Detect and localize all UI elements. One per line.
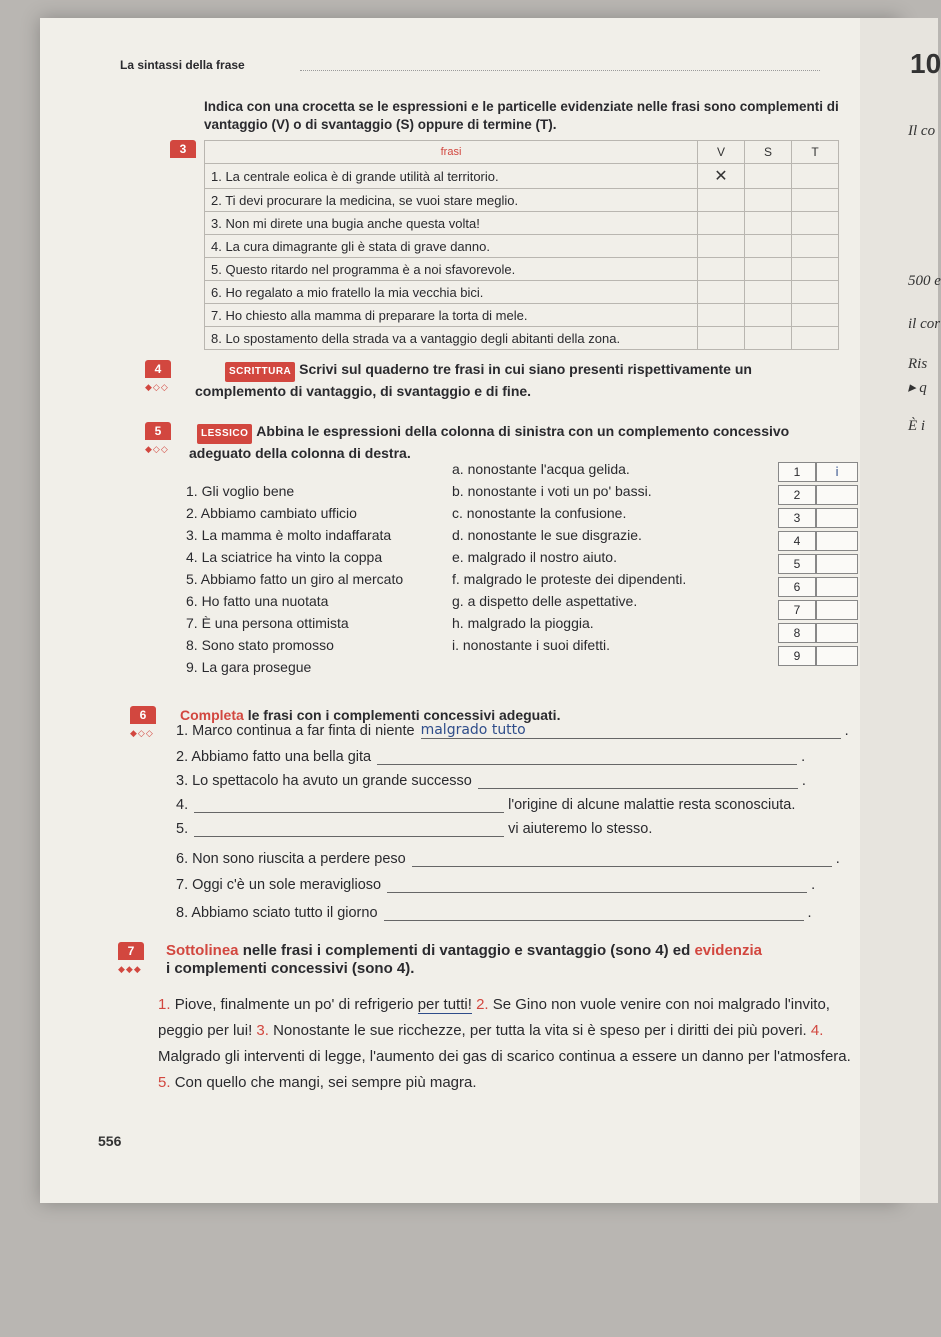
answer-box-input[interactable]: i [816,462,858,482]
fill-in-prefix: 6. Non sono riuscita a perdere peso [176,851,406,867]
col-v: V [698,141,745,164]
checkbox-s[interactable] [745,327,792,350]
sentence-number: 2. [476,996,489,1013]
fill-in-blank[interactable]: malgrado tutto [421,722,841,739]
exercise-instruction: Scrivi sul quaderno tre frasi in cui siano presenti rispettivamente un [299,361,752,377]
match-right-item: e. malgrado il nostro aiuto. [452,549,617,565]
checkbox-v[interactable] [698,235,745,258]
col-t: T [792,141,839,164]
answer-box-row [778,577,858,599]
exercise-7-text [158,992,858,1096]
checkbox-t[interactable] [792,212,839,235]
exercise-3 [160,98,850,156]
header-divider [300,70,820,71]
side-fragment: È i [908,418,926,434]
sentence-cell: 5. Questo ritardo nel programma è a noi sfavorevole. [205,258,698,281]
sentence-2: Se Gino non vuole venire con noi malgrado l'invito, peggio per lui! [158,996,830,1039]
answer-box-input[interactable] [816,600,858,620]
answer-box-input[interactable] [816,646,858,666]
side-fragment: il cor [908,316,941,332]
answer-box-number: 6 [778,577,816,597]
sentence-number: 4. [810,1022,824,1039]
difficulty-stars: ◆◆◆ [118,964,142,974]
answer-box-row [778,600,858,622]
table-row [205,258,839,281]
exercise-instruction-2: i complementi concessivi (sono 4). [166,960,415,977]
table-row [205,164,839,189]
exercise-tag: LESSICO [197,424,252,444]
fill-in-item [176,850,876,867]
fill-in-prefix: 1. Marco continua a far finta di niente [176,723,415,739]
col-frasi: frasi [205,141,698,164]
exercise-number: 5 [145,422,171,440]
table-row [205,212,839,235]
fill-in-suffix: vi aiuteremo lo stesso. [508,821,653,837]
match-right-item: c. nonostante la confusione. [452,505,627,521]
checkbox-v[interactable] [698,212,745,235]
answer-box-row [778,462,858,484]
fill-in-item [176,820,876,837]
match-right-item: d. nonostante le sue disgrazie. [452,527,642,543]
fill-in-item [176,876,876,893]
checkbox-s[interactable] [745,304,792,327]
table-row [205,189,839,212]
fill-in-blank[interactable] [377,748,797,765]
match-left-item: 6. Ho fatto una nuotata [186,593,329,609]
match-left-item: 7. È una persona ottimista [186,615,349,631]
exercise-instruction: Abbina le espressioni della colonna di sinistra con un complemento concessivo [256,423,790,439]
exercise-instruction: Indica con una crocetta se le espressioni e le particelle evidenziate nelle frasi sono complementi di vantaggio (V) o di svantaggio (S) oppure di termine (T). [204,99,839,132]
answer-box-row [778,485,858,507]
sentence-4: Malgrado gli interventi di legge, l'aumento dei gas di scarico continua a essere un danno per l'atmosfera. [158,1048,851,1065]
exercise-4 [145,360,865,400]
sentence-cell: 8. Lo spostamento della strada va a vantaggio degli abitanti della zona. [205,327,698,350]
exercise-5 [145,422,865,462]
side-fragment: Il co [908,123,936,139]
checkbox-s[interactable] [745,258,792,281]
fill-in-item [176,748,876,765]
checkbox-t[interactable] [792,189,839,212]
exercise-verb-2: evidenzia [694,942,762,959]
answer-box-input[interactable] [816,577,858,597]
sentence-number: 1. [158,996,171,1013]
fill-in-prefix: 7. Oggi c'è un sole meraviglioso [176,877,382,893]
exercise-instruction-cont: complemento di vantaggio, di svantaggio e di fine. [195,383,532,399]
answer-box-number: 8 [778,623,816,643]
checkbox-t[interactable] [792,235,839,258]
fill-in-blank[interactable] [384,904,804,921]
exercise-instruction: le frasi con i complementi concessivi adeguati. [247,707,561,723]
checkbox-t[interactable] [792,258,839,281]
table-row [205,281,839,304]
checkbox-v[interactable] [698,189,745,212]
exercise-tag: SCRITTURA [225,362,295,382]
fill-in-suffix: . [801,773,806,789]
side-fragment: ▸ q [908,380,927,396]
answer-box-row [778,508,858,530]
match-right-item: i. nonostante i suoi difetti. [452,637,610,653]
fill-in-prefix: 4. [176,797,189,813]
table-row [205,327,839,350]
answer-table [204,140,839,350]
fill-in-suffix: . [835,851,840,867]
exercise-number: 6 [130,706,156,724]
match-left-item: 8. Sono stato promosso [186,637,334,653]
fill-in-suffix: l'origine di alcune malattie resta sconosciuta. [508,797,796,813]
sentence-number: 5. [158,1074,171,1091]
exercise-7 [118,942,858,978]
sentence-cell: 6. Ho regalato a mio fratello la mia vecchia bici. [205,281,698,304]
answer-box-number: 2 [778,485,816,505]
side-fragment: Ris [908,356,928,372]
exercise-number: 7 [118,942,144,960]
checkbox-t[interactable] [792,164,839,189]
fill-in-suffix: . [807,905,812,921]
fill-in-suffix: . [844,723,849,739]
exercise-verb-1: Sottolinea [166,942,239,959]
fill-in-item [176,772,876,789]
match-left-item: 2. Abbiamo cambiato ufficio [186,505,357,521]
checkbox-t[interactable] [792,281,839,304]
match-left-item: 1. Gli voglio bene [186,483,295,499]
checkbox-s[interactable] [745,281,792,304]
fill-in-prefix: 8. Abbiamo sciato tutto il giorno [176,905,378,921]
answer-box-input[interactable] [816,485,858,505]
answer-box-row [778,531,858,553]
table-row [205,304,839,327]
fill-in-blank[interactable] [194,796,504,813]
difficulty-stars: ◆◇◇ [130,728,154,738]
match-answer-boxes [778,462,858,669]
match-right-item: g. a dispetto delle aspettative. [452,593,638,609]
match-left-item: 4. La sciatrice ha vinto la coppa [186,549,383,565]
answer-box-row [778,623,858,645]
fill-in-prefix: 5. [176,821,189,837]
checkbox-v[interactable]: ✕ [698,164,745,189]
checkbox-s[interactable] [745,189,792,212]
exercise-instruction-cont: adeguato della colonna di destra. [189,445,411,461]
page-number: 556 [98,1133,122,1149]
checkbox-s[interactable] [745,212,792,235]
checkbox-v[interactable] [698,281,745,304]
exercise-number: 3 [170,140,196,158]
difficulty-stars: ◆◇◇ [145,444,169,454]
match-right-item: h. malgrado la pioggia. [452,615,594,631]
exercise-verb: Completa [180,707,244,723]
answer-box-row [778,554,858,576]
fill-in-prefix: 3. Lo spettacolo ha avuto un grande successo [176,773,472,789]
side-fragment: 500 e [908,273,941,289]
match-left-column [186,480,403,678]
answer-box-number: 7 [778,600,816,620]
answer-box-input[interactable] [816,554,858,574]
answer-box-input[interactable] [816,508,858,528]
fill-in-item [176,796,876,813]
fill-in-blank[interactable] [478,772,798,789]
answer-box-input[interactable] [816,623,858,643]
answer-box-number: 3 [778,508,816,528]
sentence-3: Nonostante le sue ricchezze, per tutta la vita si è speso per i diritti dei più poveri. [273,1022,807,1039]
match-left-item: 9. La gara prosegue [186,659,312,675]
match-right-item: f. malgrado le proteste dei dipendenti. [452,571,687,587]
sentence-cell: 7. Ho chiesto alla mamma di preparare la torta di mele. [205,304,698,327]
fill-in-blank[interactable] [412,850,832,867]
underlined-answer: per tutti! [417,996,472,1013]
fill-in-suffix: . [801,749,806,765]
checkbox-v[interactable] [698,304,745,327]
next-page-edge [860,18,941,1203]
fill-in-item [176,722,876,739]
sentence-cell: 1. La centrale eolica è di grande utilità al territorio. [205,164,698,189]
checkbox-v[interactable] [698,327,745,350]
table-row [205,235,839,258]
col-s: S [745,141,792,164]
exercise-number: 4 [145,360,171,378]
exercise-instruction-1: nelle frasi i complementi di vantaggio e svantaggio (sono 4) ed [242,942,691,959]
sentence-cell: 4. La cura dimagrante gli è stata di grave danno. [205,235,698,258]
answer-box-number: 9 [778,646,816,666]
fill-in-item [176,904,876,921]
section-header: La sintassi della frase [120,58,245,72]
sentence-cell: 3. Non mi direte una bugia anche questa volta! [205,212,698,235]
match-left-item: 3. La mamma è molto indaffarata [186,527,392,543]
fill-in-blank[interactable] [387,876,807,893]
fill-in-suffix: . [811,877,816,893]
match-left-item: 5. Abbiamo fatto un giro al mercato [186,571,404,587]
checkbox-s[interactable] [745,164,792,189]
checkbox-t[interactable] [792,304,839,327]
match-right-item: b. nonostante i voti un po' bassi. [452,483,652,499]
answer-box-number: 1 [778,462,816,482]
checkbox-s[interactable] [745,235,792,258]
sentence-1: Piove, finalmente un po' di refrigerio [174,996,414,1013]
answer-box-row [778,646,858,668]
table-header-row [205,141,839,164]
fill-in-blank[interactable] [194,820,504,837]
fill-in-prefix: 2. Abbiamo fatto una bella gita [176,749,372,765]
difficulty-stars: ◆◇◇ [145,382,169,392]
checkbox-v[interactable] [698,258,745,281]
match-right-column [452,458,686,656]
answer-box-input[interactable] [816,531,858,551]
sentence-5: Con quello che mangi, sei sempre più magra. [174,1074,477,1091]
answer-box-number: 4 [778,531,816,551]
answer-box-number: 5 [778,554,816,574]
match-right-item: a. nonostante l'acqua gelida. [452,461,630,477]
sentence-cell: 2. Ti devi procurare la medicina, se vuoi stare meglio. [205,189,698,212]
sentence-number: 3. [256,1022,269,1039]
next-page-number: 10 [910,48,941,79]
checkbox-t[interactable] [792,327,839,350]
